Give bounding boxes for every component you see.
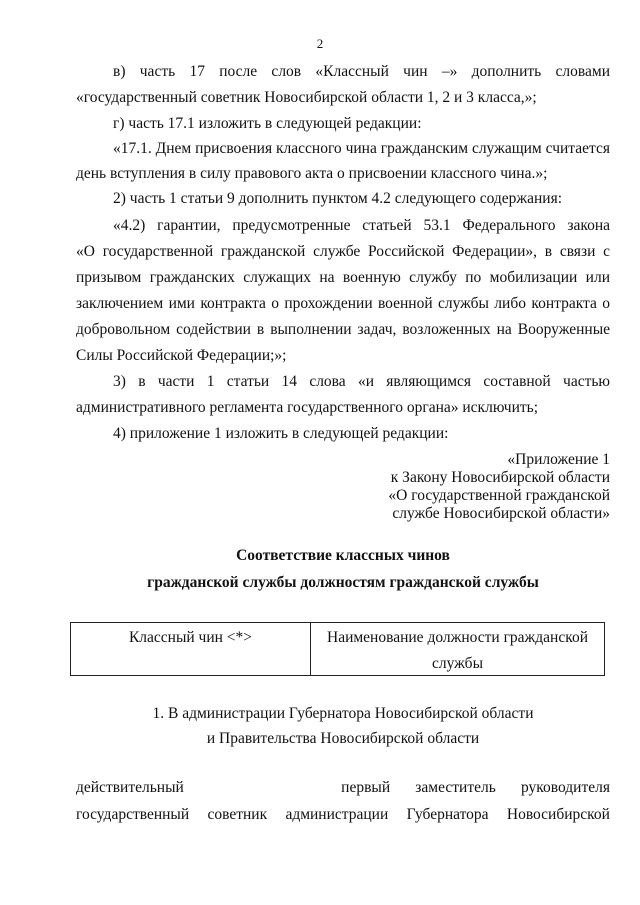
paragraph-line: заключением ими контракта о прохождении военной службы либо контракта о xyxy=(76,295,610,312)
table-header-cell-line: службы xyxy=(432,655,483,672)
table-cell-text: первый xyxy=(341,779,391,796)
table-header-cell: Классный чин <*> xyxy=(71,623,311,675)
table-cell-text: руководителя xyxy=(520,779,610,796)
table-header-cell xyxy=(311,623,604,675)
paragraph-line: день вступления в силу правового акта о присвоении классного чина.»; xyxy=(76,165,548,182)
paragraph-line: г) часть 17.1 изложить в следующей редакции: xyxy=(113,115,422,132)
table-cell-text: заместитель xyxy=(415,779,496,796)
paragraph-line: 4) приложение 1 изложить в следующей редакции: xyxy=(113,425,449,442)
table-row-line xyxy=(76,780,610,795)
paragraph-line: добровольном содействии в выполнении задач, возложенных на Вооруженные xyxy=(76,321,610,338)
table-row-line xyxy=(76,807,610,822)
appendix-reference-line: службе Новосибирской области» xyxy=(392,505,610,522)
paragraph-line: административного регламента государственного органа» исключить; xyxy=(76,399,539,416)
section-heading-line: и Правительства Новосибирской области xyxy=(206,730,480,747)
table-cell-text: Новосибирской xyxy=(506,806,610,823)
table-header xyxy=(70,622,605,676)
paragraph-line: «4.2) гарантии, предусмотренные статьей 53.1 Федерального закона xyxy=(113,217,610,234)
document-title-line: Соответствие классных чинов xyxy=(236,547,450,564)
paragraph-line: в) часть 17 после слов «Классный чин –» дополнить словами xyxy=(113,63,610,80)
appendix-reference-line: к Закону Новосибирской области xyxy=(390,469,610,486)
appendix-reference-line: «О государственной гражданской xyxy=(388,487,610,504)
section-heading-line: 1. В администрации Губернатора Новосибирской области xyxy=(152,705,534,722)
table-cell-text: администрации xyxy=(285,806,389,823)
paragraph-line: «17.1. Днем присвоения классного чина гражданским служащим считается xyxy=(113,140,610,157)
paragraph-line: призывом гражданских служащих на военную службу по мобилизации или xyxy=(76,269,610,286)
table-header-cell-line: Наименование должности гражданской xyxy=(327,629,588,646)
paragraph-line: «государственный советник Новосибирской области 1, 2 и 3 класса,»; xyxy=(76,89,537,106)
page-number: 2 xyxy=(316,36,324,51)
table-cell-text: Губернатора xyxy=(406,806,489,823)
table-cell-text: советник xyxy=(207,806,268,823)
paragraph-line: «О государственной гражданской службе Российской Федерации», в связи с xyxy=(76,243,610,260)
table-cell-text: действительный xyxy=(76,779,184,796)
paragraph-line: Силы Российской Федерации;»; xyxy=(76,347,287,364)
appendix-reference-line: «Приложение 1 xyxy=(507,451,610,468)
table-cell-text: государственный xyxy=(76,806,190,823)
paragraph-line: 3) в части 1 статьи 14 слова «и являющимся составной частью xyxy=(113,373,610,390)
paragraph-line: 2) часть 1 статьи 9 дополнить пунктом 4.2 следующего содержания: xyxy=(113,190,563,207)
document-title-line: гражданской службы должностям гражданской службы xyxy=(147,574,539,591)
